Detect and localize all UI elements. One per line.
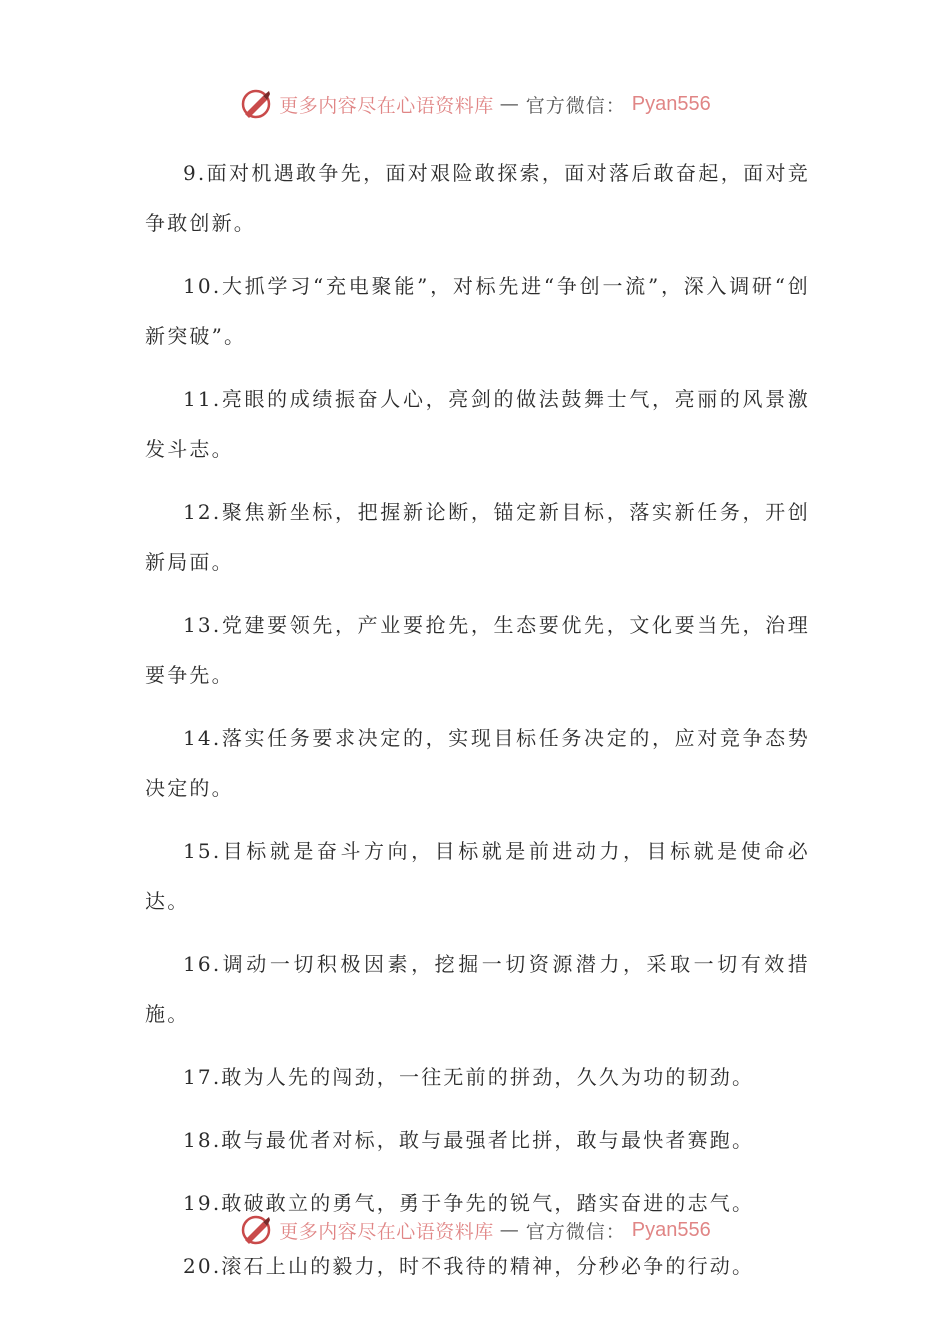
- list-item: 18.敢与最优者对标，敢与最强者比拼，敢与最快者赛跑。: [183, 1128, 755, 1152]
- list-item: 14.落实任务要求决定的，实现目标任务决定的，应对竞争态势决定的。: [145, 726, 810, 800]
- banner-main-text: 更多内容尽在心语资料库: [279, 94, 494, 117]
- banner-dash: —: [499, 93, 520, 115]
- list-item: 9.面对机遇敢争先，面对艰险敢探索，面对落后敢奋起，面对竞争敢创新。: [145, 161, 810, 235]
- pen-logo-icon: [239, 87, 273, 121]
- document-body: [145, 148, 810, 1304]
- banner-wechat-id: Pyan556: [631, 92, 711, 115]
- banner-wechat-label: 官方微信：: [525, 1220, 626, 1243]
- banner-dash: —: [499, 1219, 520, 1241]
- list-item: 19.敢破敢立的勇气，勇于争先的锐气，踏实奋进的志气。: [183, 1191, 755, 1215]
- list-item: 10.大抓学习“充电聚能”，对标先进“争创一流”，深入调研“创新突破”。: [145, 274, 810, 348]
- banner-main-text: 更多内容尽在心语资料库: [279, 1220, 494, 1243]
- list-item: 12.聚焦新坐标，把握新论断，锚定新目标，落实新任务，开创新局面。: [145, 500, 810, 574]
- list-item: 17.敢为人先的闯劲，一往无前的拼劲，久久为功的韧劲。: [183, 1065, 755, 1089]
- banner-wechat-label: 官方微信：: [525, 94, 626, 117]
- list-item: 15.目标就是奋斗方向，目标就是前进动力，目标就是使命必达。: [145, 839, 810, 913]
- banner-wechat-id: Pyan556: [631, 1218, 711, 1241]
- list-item: 20.滚石上山的毅力，时不我待的精神，分秒必争的行动。: [183, 1254, 755, 1278]
- pen-logo-icon: [239, 1213, 273, 1247]
- footer-banner: [0, 1210, 950, 1250]
- list-item: 13.党建要领先，产业要抢先，生态要优先，文化要当先，治理要争先。: [145, 613, 810, 687]
- list-item: 11.亮眼的成绩振奋人心，亮剑的做法鼓舞士气，亮丽的风景激发斗志。: [145, 387, 810, 461]
- header-banner: [0, 84, 950, 124]
- list-item: 16.调动一切积极因素，挖掘一切资源潜力，采取一切有效措施。: [145, 952, 810, 1026]
